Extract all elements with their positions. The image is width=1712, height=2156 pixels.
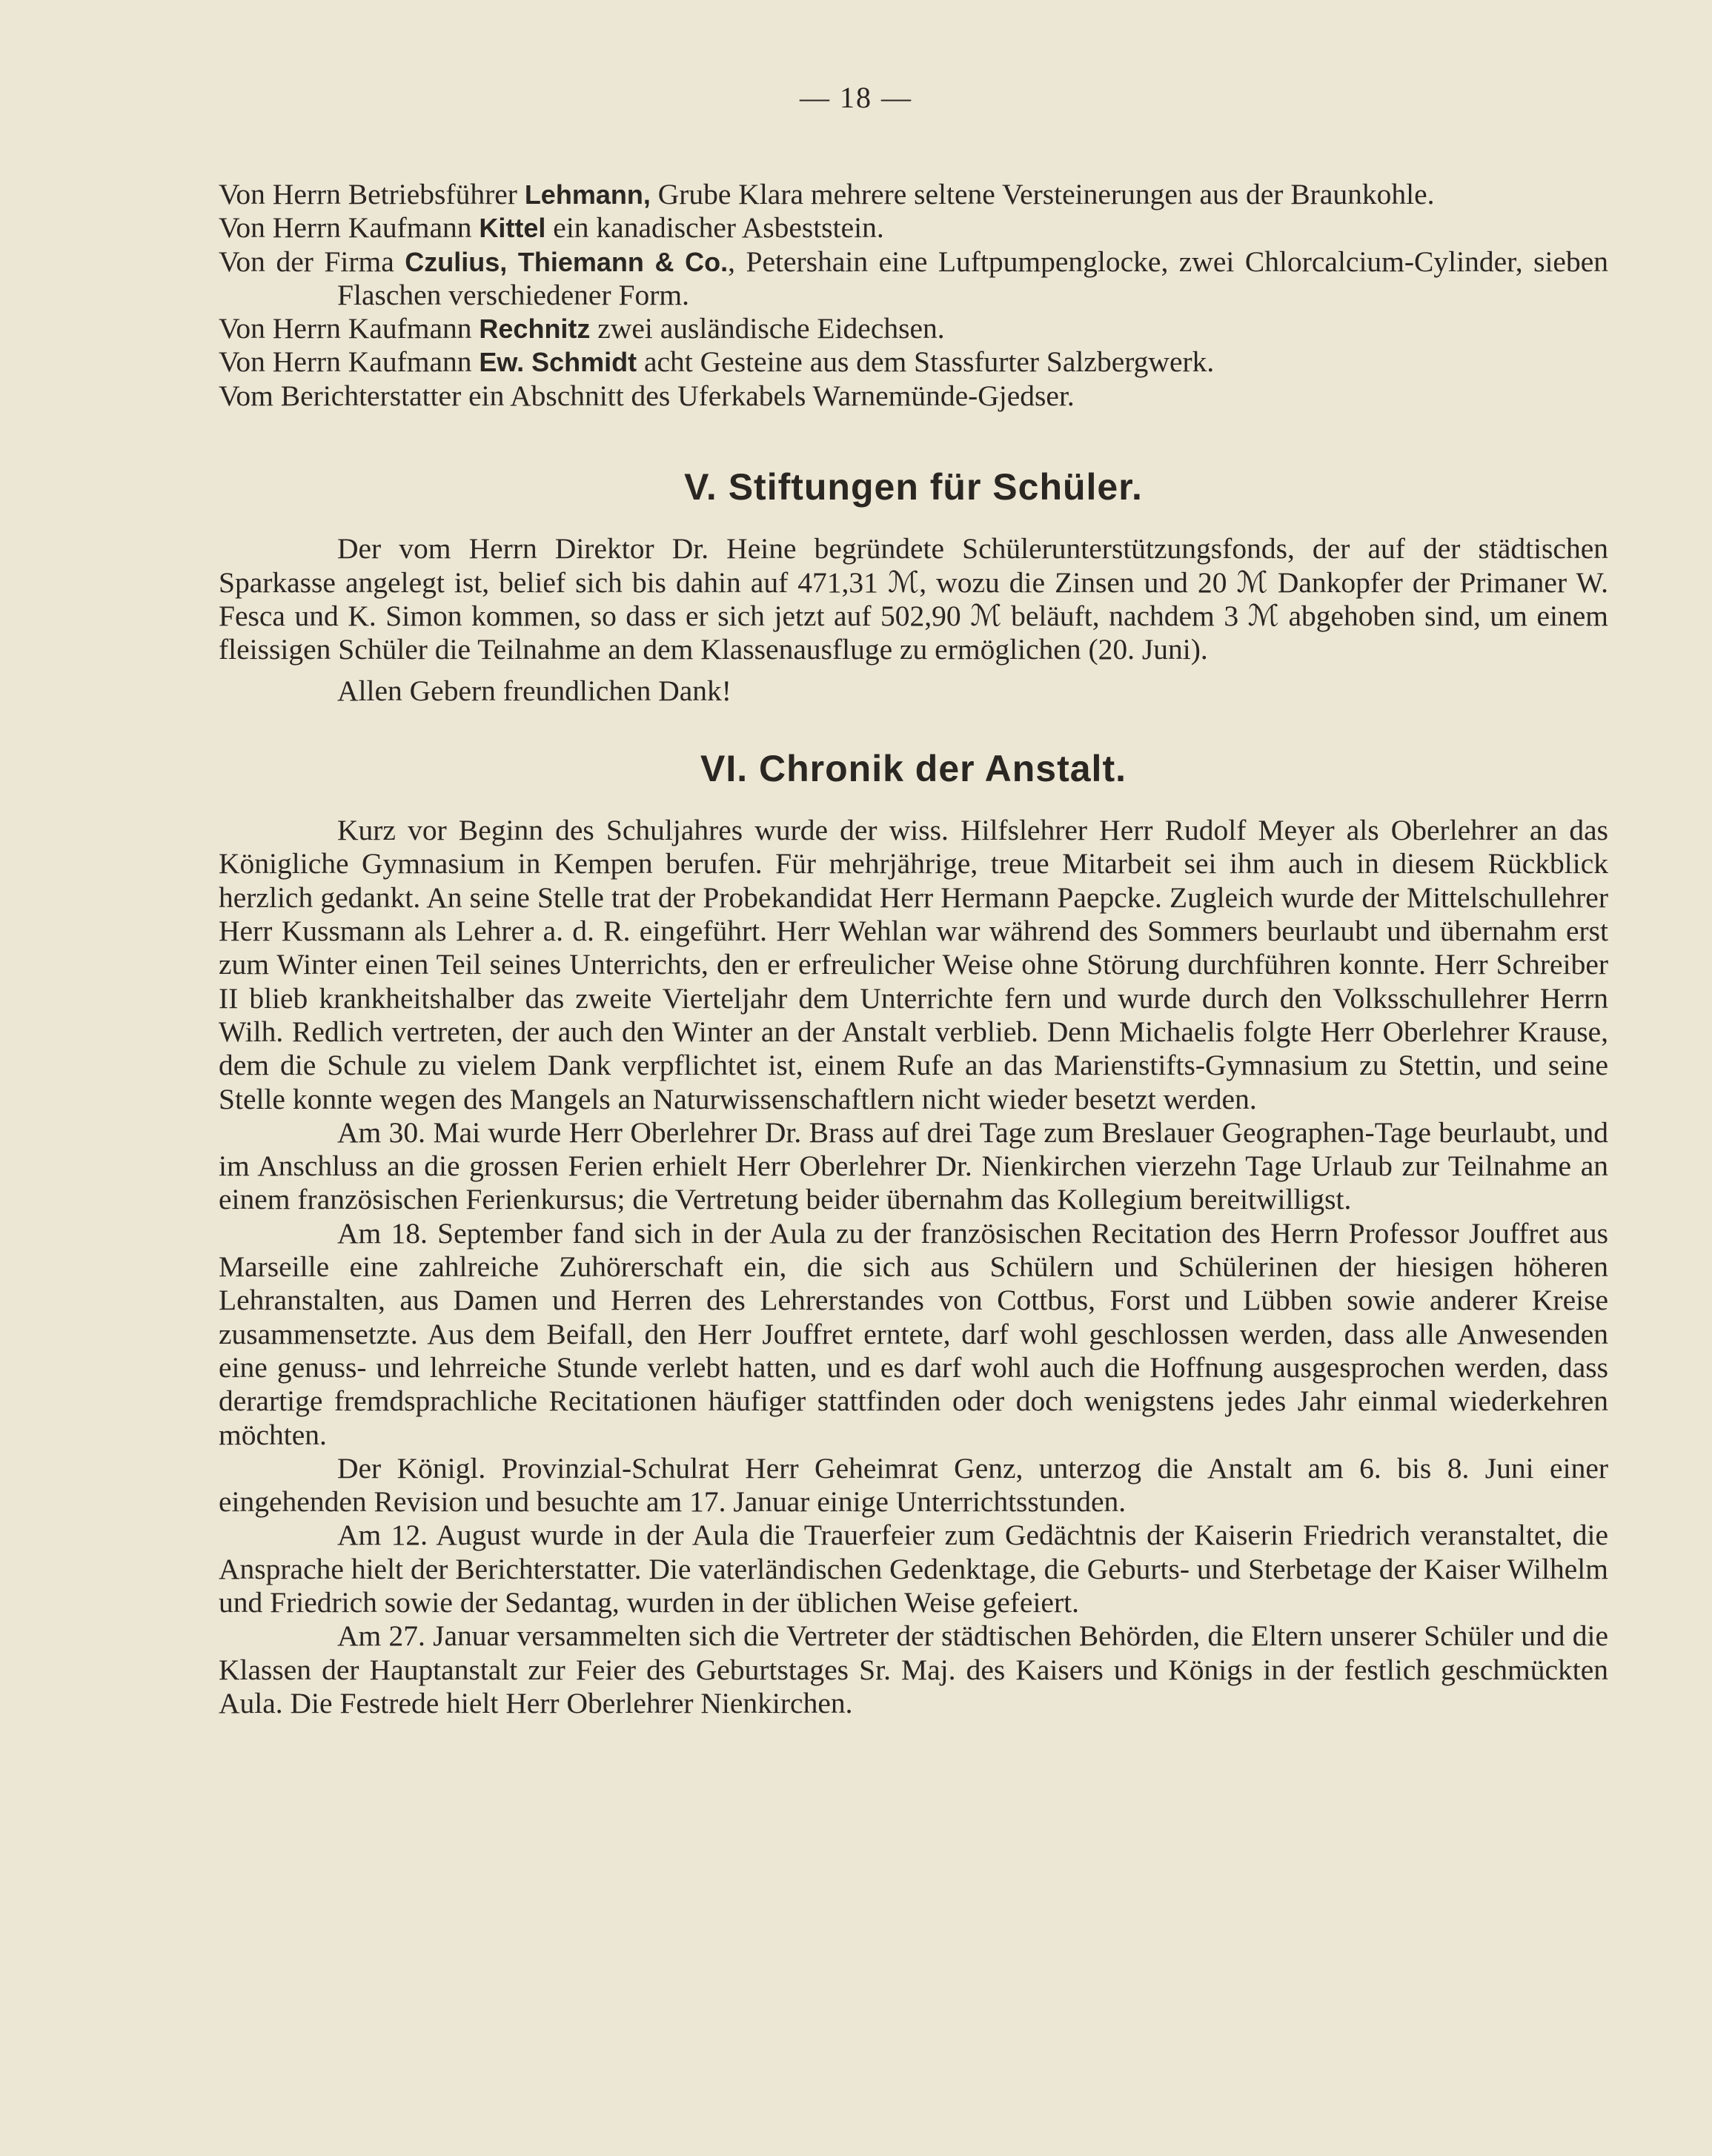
donor-name: Ew. Schmidt	[479, 347, 637, 378]
gift-entry: Vom Berichterstatter ein Abschnitt des Uferkabels Warnemünde-Gjedser.	[219, 379, 1075, 412]
paragraph: Der vom Herrn Direktor Dr. Heine begründete Schülerunterstützungsfonds, der auf der städtischen Sparkasse angelegt ist, belief sich bis dahin auf 471,31 ℳ, wozu die Zinsen und 20 ℳ Dankopfer der Primaner W. Fesca und K. Simon kommen, so dass er sich jetzt auf 502,90 ℳ beläuft, nachdem 3 ℳ abgehoben sind, um einem fleissigen Schüler die Teilnahme an dem Klassenausfluge zu ermöglichen (20. Juni).	[219, 532, 1608, 666]
page-number: — 18 —	[800, 81, 912, 114]
paragraph: Am 12. August wurde in der Aula die Trauerfeier zum Gedächtnis der Kaiserin Friedrich veranstaltet, die Ansprache hielt der Berichterstatter. Die vaterländischen Gedenktage, die Geburts- und Sterbetage der Kaiser Wilhelm und Friedrich sowie der Sedantag, wurden in der üblichen Weise gefeiert.	[219, 1519, 1608, 1619]
gift-entry: Von Herrn Kaufmann Kittel ein kanadischer Asbeststein.	[219, 211, 884, 245]
gift-entry: Von der Firma Czulius, Thiemann & Co., Petershain eine Luftpumpenglocke, zwei Chlorcalcium-Cylinder, sieben Flaschen verschiedener Form.	[219, 245, 1608, 311]
gift-list	[219, 178, 1608, 413]
section-heading-chronik: VI. Chronik der Anstalt.	[700, 747, 1127, 789]
section-heading-stiftungen: V. Stiftungen für Schüler.	[684, 466, 1143, 508]
paragraph: Allen Gebern freundlichen Dank!	[337, 674, 731, 707]
donor-name: Czulius, Thiemann & Co.	[405, 246, 729, 277]
donor-name: Rechnitz	[479, 314, 591, 345]
gift-entry: Von Herrn Betriebsführer Lehmann, Grube Klara mehrere seltene Versteinerungen aus der Braunkohle.	[219, 178, 1435, 210]
gift-entry: Von Herrn Kaufmann Ew. Schmidt acht Gesteine aus dem Stassfurter Salzbergwerk.	[219, 345, 1215, 379]
donor-name: Lehmann,	[524, 179, 651, 210]
paragraph: Kurz vor Beginn des Schuljahres wurde der wiss. Hilfslehrer Herr Rudolf Meyer als Oberlehrer an das Königliche Gymnasium in Kempen berufen. Für mehrjährige, treue Mitarbeit sei ihm auch in diesem Rückblick herzlich gedankt. An seine Stelle trat der Probekandidat Herr Hermann Paepcke. Zugleich wurde der Mittelschullehrer Herr Kussmann als Lehrer a. d. R. eingeführt. Herr Wehlan war während des Sommers beurlaubt und übernahm erst zum Winter einen Teil seines Unterrichts, den er erfreulicher Weise ohne Störung durchführen konnte. Herr Schreiber II blieb krankheitshalber das zweite Vierteljahr dem Unterrichte fern und wurde durch den Volksschullehrer Herrn Wilh. Redlich vertreten, der auch den Winter an der Anstalt verblieb. Denn Michaelis folgte Herr Oberlehrer Krause, dem die Schule zu vielem Dank verpflichtet ist, einem Rufe an das Marienstifts-Gymnasium zu Stettin, und seine Stelle konnte wegen des Mangels an Naturwissenschaftlern nicht wieder besetzt werden.	[219, 814, 1608, 1115]
paragraph: Am 27. Januar versammelten sich die Vertreter der städtischen Behörden, die Eltern unserer Schüler und die Klassen der Hauptanstalt zur Feier des Geburtstages Sr. Maj. des Kaisers und Königs in der festlich geschmückten Aula. Die Festrede hielt Herr Oberlehrer Nienkirchen.	[219, 1619, 1608, 1719]
gift-entry: Von Herrn Kaufmann Rechnitz zwei ausländische Eidechsen.	[219, 312, 945, 345]
paragraph: Am 18. September fand sich in der Aula zu der französischen Recitation des Herrn Professor Jouffret aus Marseille eine zahlreiche Zuhörerschaft ein, die sich aus Schülern und Schülerinen der hiesigen höheren Lehranstalten, aus Damen und Herren des Lehrerstandes von Cottbus, Forst und Lübben sowie anderer Kreise zusammensetzte. Aus dem Beifall, den Herr Jouffret erntete, darf wohl geschlossen werden, dass alle Anwesenden eine genuss- und lehrreiche Stunde verlebt hatten, und es darf wohl auch die Hoffnung ausgesprochen werden, dass derartige fremdsprachliche Recitationen häufiger stattfinden oder doch wenigstens jedes Jahr einmal wiederkehren möchten.	[219, 1216, 1608, 1451]
paragraph: Am 30. Mai wurde Herr Oberlehrer Dr. Brass auf drei Tage zum Breslauer Geographen-Tage beurlaubt, und im Anschluss an die grossen Ferien erhielt Herr Oberlehrer Dr. Nienkirchen vierzehn Tage Urlaub zur Teilnahme an einem französischen Ferienkursus; die Vertretung beider übernahm das Kollegium bereitwilligst.	[219, 1115, 1608, 1216]
donor-name: Kittel	[479, 213, 546, 244]
page-content	[219, 178, 1608, 1720]
paragraph: Der Königl. Provinzial-Schulrat Herr Geheimrat Genz, unterzog die Anstalt am 6. bis 8. Juni einer eingehenden Revision und besuchte am 17. Januar einige Unterrichtsstunden.	[219, 1451, 1608, 1519]
